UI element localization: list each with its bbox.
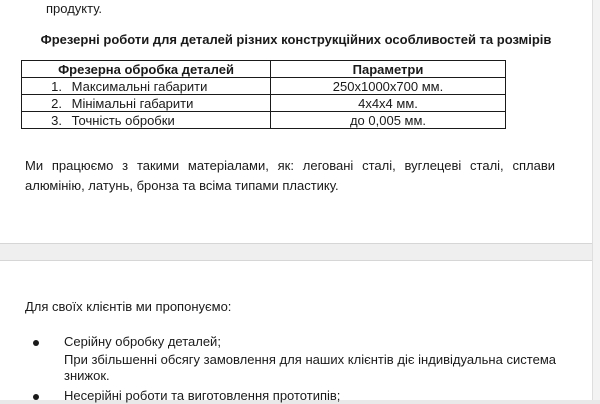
table-cell-label [22,112,271,129]
table-header-cell: Параметри [271,61,506,78]
specs-table [21,60,506,129]
row-number: 2. [51,95,62,111]
materials-paragraph-line: Ми працюємо з такими матеріалами, як: леговані сталі, вуглецеві сталі, сплави [25,158,555,173]
bullet-icon [33,340,39,346]
document-page-2 [0,261,592,403]
row-label: Точність обробки [71,112,175,128]
table-cell-value: 250х1000х700 мм. [271,78,506,95]
bullet-description-line: знижок. [64,368,110,383]
table-header-row [22,61,506,78]
bullet-title: Несерійні роботи та виготовлення прототипів; [64,388,341,403]
table-cell-value: до 0,005 мм. [271,112,506,129]
table-cell-value: 4х4х4 мм. [271,95,506,112]
section-title: Фрезерні роботи для деталей різних конструкційних особливостей та розмірів [40,32,552,47]
bullet-icon [33,394,39,400]
row-label: Максимальні габарити [71,78,208,94]
bullet-description-line: При збільшенні обсягу замовлення для наших клієнтів діє індивідуальна система [64,352,556,367]
table-row [22,78,506,95]
row-number: 3. [51,112,62,128]
materials-paragraph-line: алюмінію, латунь, бронза та всіма типами пластику. [25,178,339,193]
offer-intro: Для своїх клієнтів ми пропонуємо: [25,299,232,314]
text-fragment: продукту. [46,1,103,16]
bullet-title: Серійну обробку деталей; [64,334,221,349]
vertical-scrollbar[interactable] [592,0,600,400]
table-header-cell: Фрезерна обробка деталей [22,61,271,78]
table-cell-label [22,78,271,95]
row-label: Мінімальні габарити [71,95,194,111]
row-number: 1. [51,78,62,94]
page-break [0,243,592,261]
table-row [22,112,506,129]
table-row [22,95,506,112]
table-cell-label [22,95,271,112]
